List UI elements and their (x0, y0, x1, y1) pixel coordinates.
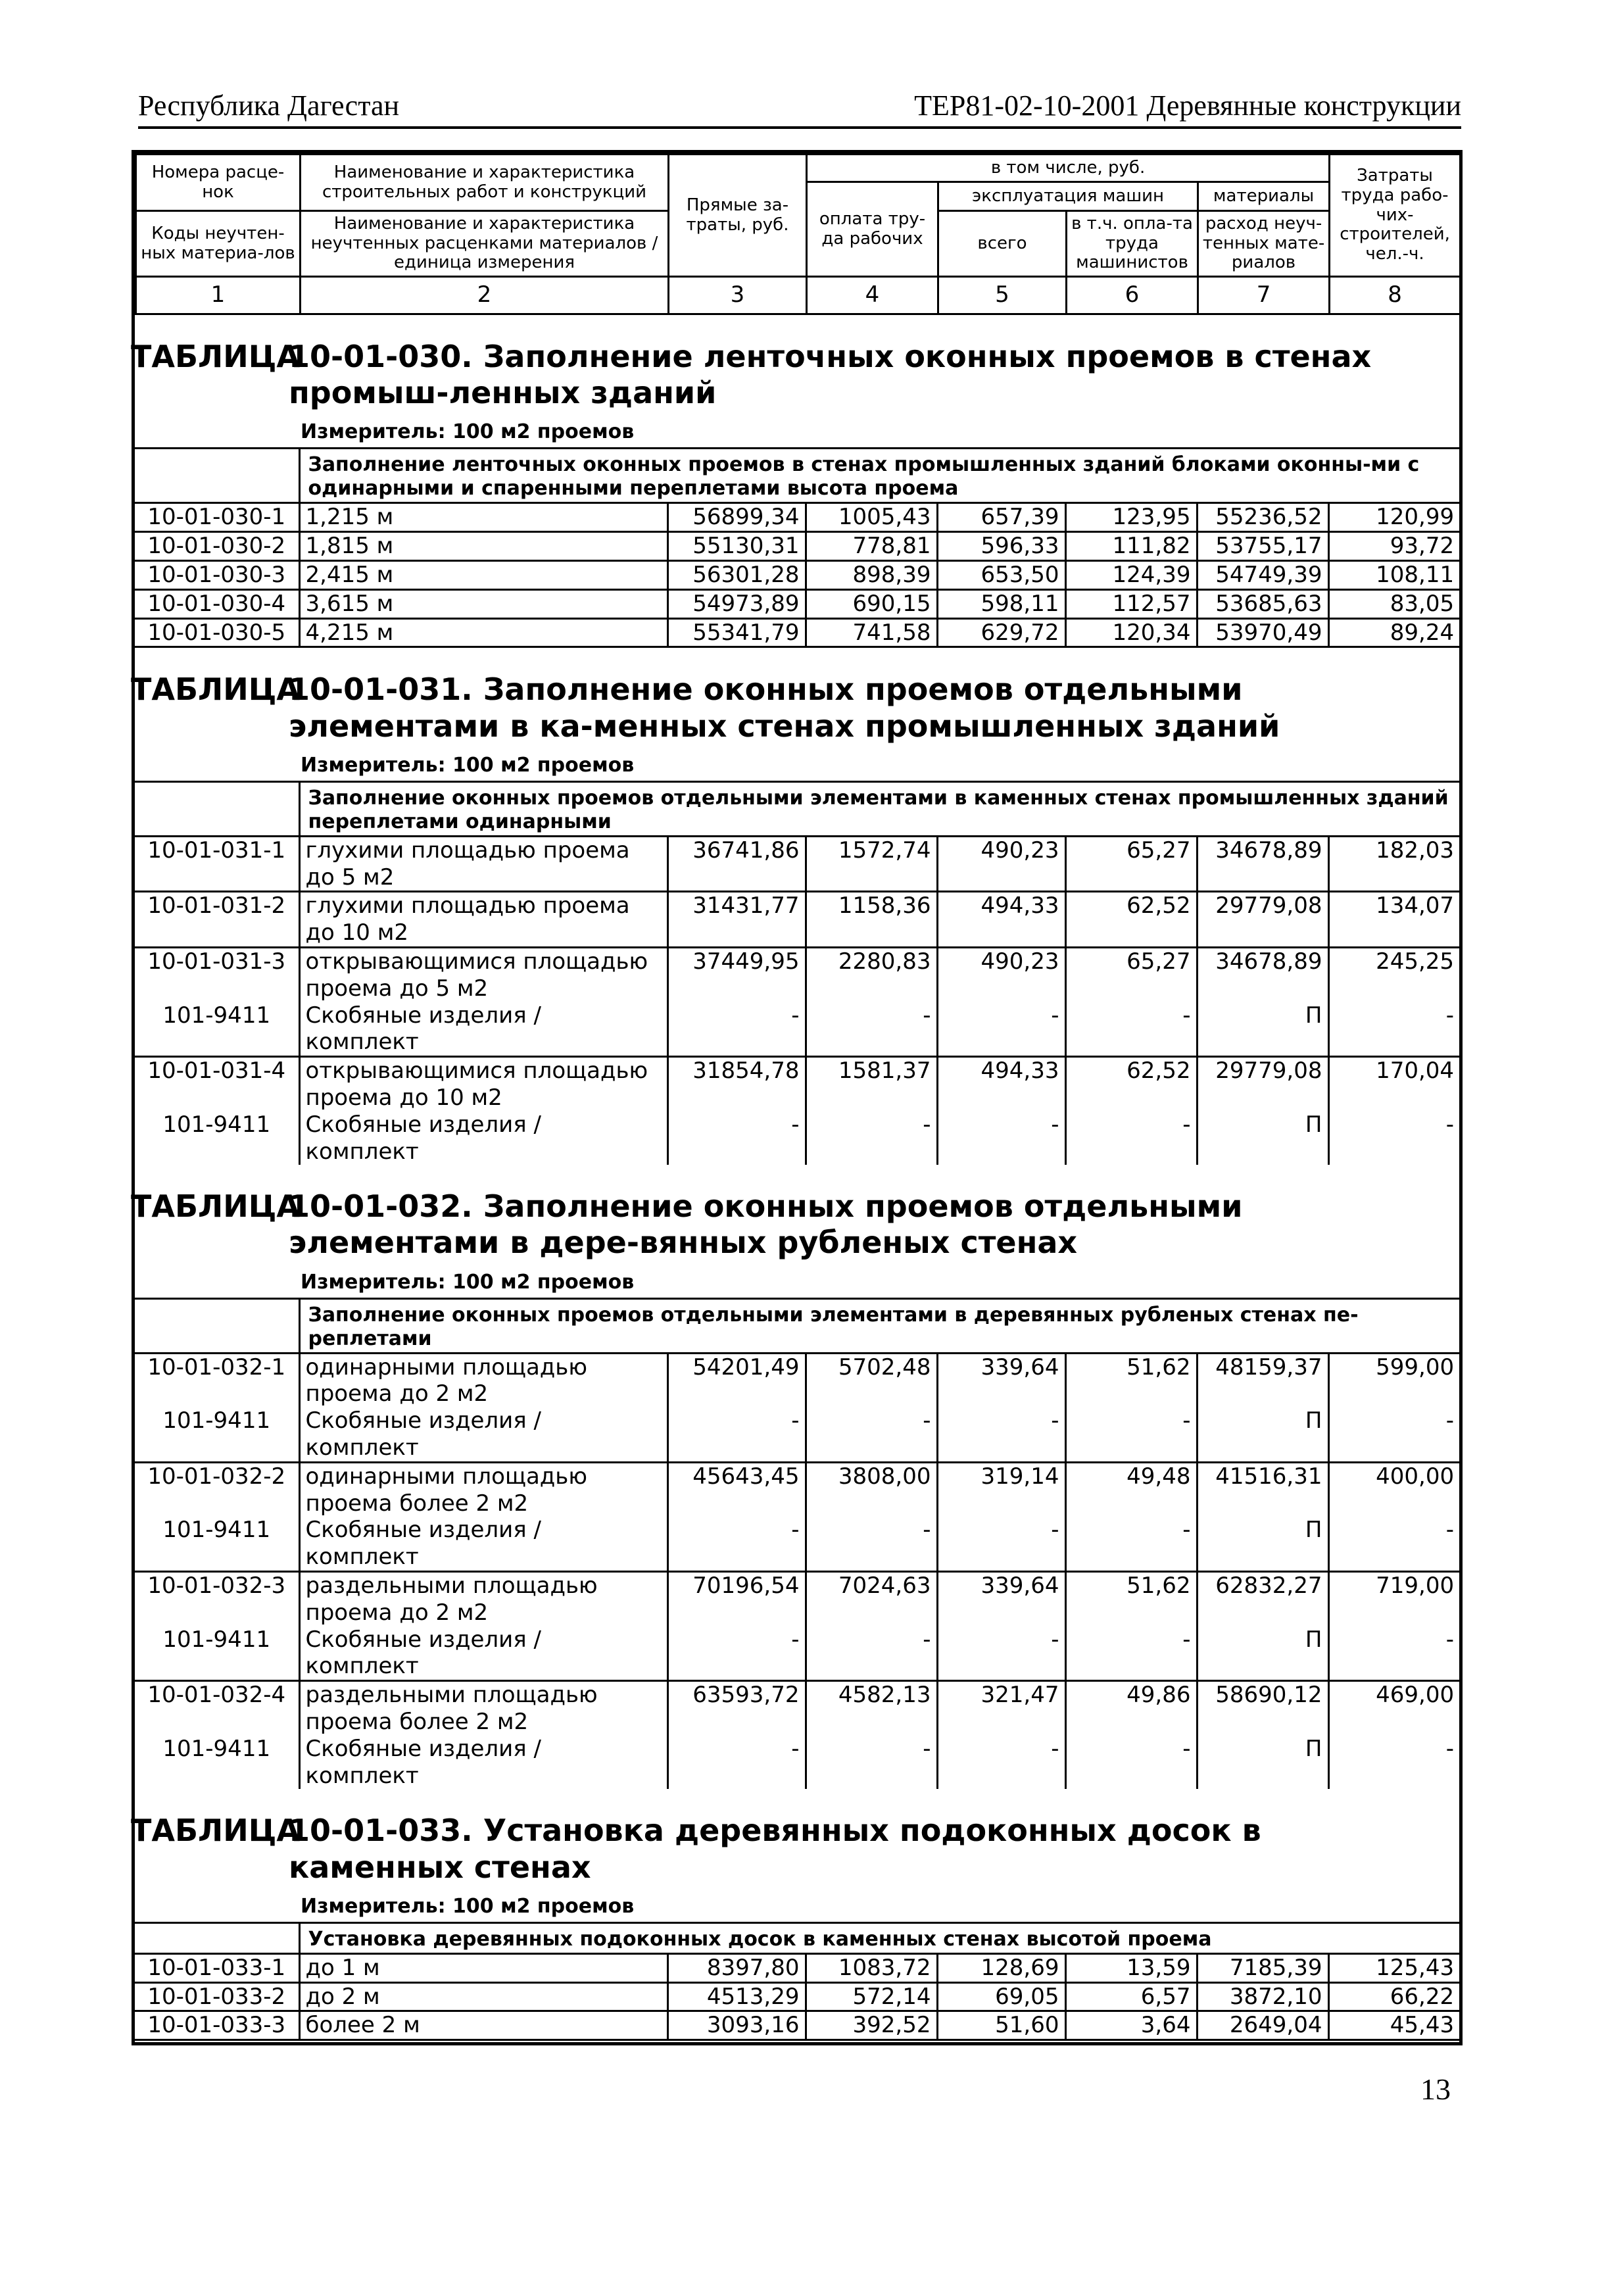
rate-code: 10-01-032-2 (135, 1462, 299, 1517)
value-cell: 65,27 (1065, 836, 1197, 892)
group-spacer (135, 1300, 299, 1354)
col2-bottom-header: Наименование и характеристика неучтенных расценками материалов / единица измерения (301, 211, 669, 277)
value-cell: П (1197, 1736, 1328, 1790)
rate-description: Скобяные изделия / комплект (299, 1517, 667, 1571)
rate-code: 10-01-033-2 (135, 1982, 299, 2011)
value-cell: 123,95 (1065, 503, 1197, 532)
table-title (131, 648, 1459, 750)
col4-header: оплата тру-да рабочих (807, 182, 938, 277)
value-cell: 55341,79 (667, 618, 806, 647)
rate-description: Скобяные изделия / комплект (299, 1736, 667, 1790)
value-cell: - (937, 1111, 1065, 1165)
col6-header: в т.ч. опла-та труда машинистов (1067, 211, 1198, 277)
rate-code: 101-9411 (162, 1002, 271, 1029)
rate-code: 10-01-033-1 (135, 1953, 299, 1982)
table-name: Заполнение ленточных оконных проемов в стенах промыш-ленных зданий (289, 339, 1372, 411)
value-cell: 4513,29 (667, 1982, 806, 2011)
table-title (131, 1789, 1459, 1892)
table-number: 10-01-033. (289, 1813, 473, 1849)
value-cell: 62,52 (1065, 892, 1197, 948)
rate-description: раздельными площадью проема до 2 м2 (299, 1572, 667, 1626)
value-cell: 1158,36 (806, 892, 937, 948)
value-cell: 3872,10 (1197, 1982, 1328, 2011)
value-cell: 8397,80 (667, 1953, 806, 1982)
column-index: 3 (669, 277, 807, 314)
value-cell: 490,23 (937, 836, 1065, 892)
rate-code: 10-01-031-2 (135, 892, 299, 948)
value-cell: 1083,72 (806, 1953, 937, 1982)
value-cell: - (1328, 1407, 1459, 1462)
value-cell: 69,05 (937, 1982, 1065, 2011)
value-cell: 89,24 (1328, 618, 1459, 647)
value-cell: 36741,86 (667, 836, 806, 892)
value-cell: 53685,63 (1197, 589, 1328, 618)
value-cell: 319,14 (937, 1462, 1065, 1517)
value-cell: - (1065, 1626, 1197, 1681)
table-name: Заполнение оконных проемов отдельными элементами в дере-вянных рубленых стенах (289, 1188, 1243, 1261)
table-label (131, 672, 301, 744)
column-index: 1 (136, 277, 301, 314)
table-row (135, 947, 1459, 1002)
value-cell: 45,43 (1328, 2011, 1459, 2040)
table-row (135, 532, 1459, 561)
col7-header: расход неуч-тенных мате-риалов (1198, 211, 1330, 277)
rate-table (135, 783, 1459, 1165)
materials-header: материалы (1198, 182, 1330, 211)
value-cell: 3808,00 (806, 1462, 937, 1517)
rate-table (135, 1300, 1459, 1790)
value-cell: 66,22 (1328, 1982, 1459, 2011)
value-cell: - (937, 1517, 1065, 1571)
rate-code: 10-01-031-3 (135, 947, 299, 1002)
table-unit: Измеритель: 100 м2 проемов (135, 1892, 1459, 1924)
rate-description: Скобяные изделия / комплект (299, 1111, 667, 1165)
table-row (135, 503, 1459, 532)
rate-description: открывающимися площадью проема до 5 м2 (299, 947, 667, 1002)
value-cell: - (937, 1736, 1065, 1790)
group-spacer (135, 783, 299, 837)
table-heading (289, 672, 1459, 744)
table-word: ТАБЛИЦА (131, 1188, 301, 1225)
value-cell: - (1328, 1736, 1459, 1790)
rate-table (135, 1924, 1459, 2041)
col5-header: всего (938, 211, 1067, 277)
value-cell: 599,00 (1328, 1353, 1459, 1407)
column-index: 8 (1330, 277, 1461, 314)
table-name: Установка деревянных подоконных досок в каменных стенах (289, 1813, 1261, 1885)
rate-code: 10-01-032-4 (135, 1681, 299, 1736)
value-cell: 120,34 (1065, 618, 1197, 647)
value-cell: 49,86 (1065, 1681, 1197, 1736)
rate-description: одинарными площадью проема до 2 м2 (299, 1353, 667, 1407)
table-heading (289, 339, 1459, 411)
value-cell: 170,04 (1328, 1057, 1459, 1111)
value-cell: 1572,74 (806, 836, 937, 892)
rate-description: Скобяные изделия / комплект (299, 1626, 667, 1681)
value-cell: - (806, 1407, 937, 1462)
table-unit: Измеритель: 100 м2 проемов (135, 1268, 1459, 1300)
value-cell: 490,23 (937, 947, 1065, 1002)
rate-description: 3,615 м (299, 589, 667, 618)
value-cell: 111,82 (1065, 532, 1197, 561)
value-cell: - (806, 1736, 937, 1790)
value-cell: 37449,95 (667, 947, 806, 1002)
rate-code: 10-01-032-1 (135, 1353, 299, 1407)
column-index: 2 (301, 277, 669, 314)
value-cell: П (1197, 1111, 1328, 1165)
rate-description: 1,815 м (299, 532, 667, 561)
value-cell: - (937, 1002, 1065, 1057)
column-index: 4 (807, 277, 938, 314)
value-cell: - (1065, 1517, 1197, 1571)
value-cell: 93,72 (1328, 532, 1459, 561)
table-number: 10-01-031. (289, 672, 473, 708)
table-title (131, 1165, 1459, 1267)
value-cell: 339,64 (937, 1353, 1065, 1407)
table-row (135, 1572, 1459, 1626)
rate-description: раздельными площадью проема более 2 м2 (299, 1681, 667, 1736)
value-cell: 596,33 (937, 532, 1065, 561)
table-row (135, 1953, 1459, 1982)
value-cell: 629,72 (937, 618, 1065, 647)
group-row (135, 449, 1459, 503)
value-cell: 83,05 (1328, 589, 1459, 618)
value-cell: 29779,08 (1197, 1057, 1328, 1111)
rate-description: 4,215 м (299, 618, 667, 647)
value-cell: - (806, 1111, 937, 1165)
value-cell: 653,50 (937, 560, 1065, 589)
value-cell: - (1065, 1111, 1197, 1165)
rate-code: 101-9411 (162, 1407, 271, 1434)
table-word: ТАБЛИЦА (131, 672, 301, 708)
value-cell: 56301,28 (667, 560, 806, 589)
value-cell: 55236,52 (1197, 503, 1328, 532)
table-row (135, 560, 1459, 589)
table-number: 10-01-032. (289, 1188, 473, 1225)
value-cell: 1581,37 (806, 1057, 937, 1111)
value-cell: - (806, 1517, 937, 1571)
value-cell: 62,52 (1065, 1057, 1197, 1111)
rate-table-section (131, 1165, 1459, 1789)
rate-code: 10-01-032-3 (135, 1572, 299, 1626)
value-cell: - (667, 1626, 806, 1681)
rate-code: 10-01-033-3 (135, 2011, 299, 2040)
value-cell: 898,39 (806, 560, 937, 589)
value-cell: 3093,16 (667, 2011, 806, 2040)
value-cell: 54749,39 (1197, 560, 1328, 589)
group-heading: Заполнение оконных проемов отдельными элементами в каменных стенах промышленных зданий переплетами одинарными (299, 783, 1459, 837)
header-document-code: ТЕР81-02-10-2001 Деревянные конструкции (914, 89, 1461, 122)
value-cell: - (667, 1517, 806, 1571)
table-heading (289, 1188, 1459, 1261)
value-cell: 31854,78 (667, 1057, 806, 1111)
rate-code: 101-9411 (162, 1626, 271, 1653)
table-word: ТАБЛИЦА (131, 339, 301, 374)
rate-description: глухими площадью проема до 10 м2 (299, 892, 667, 948)
rate-description: более 2 м (299, 2011, 667, 2040)
value-cell: 53970,49 (1197, 618, 1328, 647)
value-cell: П (1197, 1626, 1328, 1681)
rate-description: до 2 м (299, 1982, 667, 2011)
rate-table (135, 449, 1459, 648)
value-cell: - (667, 1407, 806, 1462)
table-number: 10-01-030. (289, 339, 473, 374)
value-cell: 494,33 (937, 1057, 1065, 1111)
value-cell: 690,15 (806, 589, 937, 618)
value-cell: 51,62 (1065, 1572, 1197, 1626)
value-cell: 494,33 (937, 892, 1065, 948)
table-unit: Измеритель: 100 м2 проемов (135, 418, 1459, 449)
value-cell: П (1197, 1002, 1328, 1057)
value-cell: 53755,17 (1197, 532, 1328, 561)
value-cell: 778,81 (806, 532, 937, 561)
value-cell: 1005,43 (806, 503, 937, 532)
column-header-table (135, 153, 1461, 315)
rate-description: глухими площадью проема до 5 м2 (299, 836, 667, 892)
value-cell: 2649,04 (1197, 2011, 1328, 2040)
value-cell: - (1328, 1626, 1459, 1681)
value-cell: - (806, 1626, 937, 1681)
rate-description: до 1 м (299, 1953, 667, 1982)
group-spacer (135, 1924, 299, 1954)
value-cell: 120,99 (1328, 503, 1459, 532)
group-heading: Заполнение ленточных оконных проемов в стенах промышленных зданий блоками оконны-ми с одинарными и спаренными переплетами высота проема (299, 449, 1459, 503)
value-cell: 31431,77 (667, 892, 806, 948)
value-cell: 124,39 (1065, 560, 1197, 589)
table-label (131, 1188, 301, 1261)
rate-table-section (131, 648, 1459, 1165)
value-cell: 469,00 (1328, 1681, 1459, 1736)
column-index: 6 (1067, 277, 1198, 314)
rate-description: Скобяные изделия / комплект (299, 1407, 667, 1462)
rate-code: 10-01-030-1 (135, 503, 299, 532)
value-cell: П (1197, 1407, 1328, 1462)
value-cell: 65,27 (1065, 947, 1197, 1002)
value-cell: 41516,31 (1197, 1462, 1328, 1517)
header-region: Республика Дагестан (138, 89, 400, 122)
material-row (135, 1517, 1459, 1571)
value-cell: - (667, 1002, 806, 1057)
machines-header: эксплуатация машин (938, 182, 1198, 211)
including-header: в том числе, руб. (807, 155, 1330, 182)
value-cell: - (667, 1111, 806, 1165)
value-cell: 3,64 (1065, 2011, 1197, 2040)
value-cell: 400,00 (1328, 1462, 1459, 1517)
value-cell: 7024,63 (806, 1572, 937, 1626)
value-cell: 741,58 (806, 618, 937, 647)
material-row (135, 1736, 1459, 1790)
table-row (135, 892, 1459, 948)
value-cell: 62832,27 (1197, 1572, 1328, 1626)
material-row (135, 1111, 1459, 1165)
rate-code: 10-01-031-1 (135, 836, 299, 892)
value-cell: 48159,37 (1197, 1353, 1328, 1407)
value-cell: 56899,34 (667, 503, 806, 532)
rate-description: 1,215 м (299, 503, 667, 532)
value-cell: 719,00 (1328, 1572, 1459, 1626)
col1-top-header: Номера расце-нок (136, 155, 301, 211)
value-cell: - (1065, 1736, 1197, 1790)
value-cell: 51,62 (1065, 1353, 1197, 1407)
value-cell: 34678,89 (1197, 947, 1328, 1002)
rate-description: 2,415 м (299, 560, 667, 589)
value-cell: 13,59 (1065, 1953, 1197, 1982)
rate-description: Скобяные изделия / комплект (299, 1002, 667, 1057)
col8-header: Затраты труда рабо-чих-строителей, чел.-ч. (1330, 155, 1461, 277)
value-cell: 112,57 (1065, 589, 1197, 618)
table-row (135, 1982, 1459, 2011)
value-cell: 6,57 (1065, 1982, 1197, 2011)
value-cell: - (1328, 1517, 1459, 1571)
table-row (135, 2011, 1459, 2040)
col3-header: Прямые за-траты, руб. (669, 155, 807, 277)
table-row (135, 618, 1459, 647)
table-row (135, 589, 1459, 618)
value-cell: 134,07 (1328, 892, 1459, 948)
group-row (135, 1924, 1459, 1954)
value-cell: 4582,13 (806, 1681, 937, 1736)
column-index: 7 (1198, 277, 1330, 314)
table-label (131, 339, 301, 411)
value-cell: 657,39 (937, 503, 1065, 532)
value-cell: 128,69 (937, 1953, 1065, 1982)
value-cell: 54973,89 (667, 589, 806, 618)
col2-top-header: Наименование и характеристика строительных работ и конструкций (301, 155, 669, 211)
rate-code: 10-01-030-5 (135, 618, 299, 647)
table-row (135, 1353, 1459, 1407)
material-row (135, 1407, 1459, 1462)
value-cell: 55130,31 (667, 532, 806, 561)
rate-description: открывающимися площадью проема до 10 м2 (299, 1057, 667, 1111)
value-cell: 125,43 (1328, 1953, 1459, 1982)
rate-code: 101-9411 (162, 1735, 271, 1762)
value-cell: 321,47 (937, 1681, 1065, 1736)
value-cell: П (1197, 1517, 1328, 1571)
value-cell: 34678,89 (1197, 836, 1328, 892)
value-cell: 2280,83 (806, 947, 937, 1002)
value-cell: 49,48 (1065, 1462, 1197, 1517)
table-row (135, 1681, 1459, 1736)
table-label (131, 1813, 301, 1885)
material-row (135, 1002, 1459, 1057)
value-cell: - (806, 1002, 937, 1057)
group-heading: Установка деревянных подоконных досок в каменных стенах высотой проема (299, 1924, 1459, 1954)
table-heading (289, 1813, 1459, 1885)
table-row (135, 836, 1459, 892)
value-cell: 108,11 (1328, 560, 1459, 589)
value-cell: 245,25 (1328, 947, 1459, 1002)
value-cell: 58690,12 (1197, 1681, 1328, 1736)
value-cell: - (667, 1736, 806, 1790)
value-cell: 70196,54 (667, 1572, 806, 1626)
value-cell: 29779,08 (1197, 892, 1328, 948)
rate-description: одинарными площадью проема более 2 м2 (299, 1462, 667, 1517)
rate-table-section (131, 315, 1459, 648)
value-cell: 54201,49 (667, 1353, 806, 1407)
value-cell: - (1065, 1407, 1197, 1462)
rate-code: 10-01-030-4 (135, 589, 299, 618)
col1-bottom-header: Коды неучтен-ных материа-лов (136, 211, 301, 277)
value-cell: - (937, 1626, 1065, 1681)
material-row (135, 1626, 1459, 1681)
value-cell: 182,03 (1328, 836, 1459, 892)
value-cell: 339,64 (937, 1572, 1065, 1626)
table-unit: Измеритель: 100 м2 проемов (135, 751, 1459, 783)
value-cell: 598,11 (937, 589, 1065, 618)
rate-code: 10-01-030-2 (135, 532, 299, 561)
table-name: Заполнение оконных проемов отдельными элементами в ка-менных стенах промышленных зданий (289, 672, 1280, 744)
table-title (131, 315, 1459, 418)
value-cell: - (937, 1407, 1065, 1462)
document-frame (132, 150, 1463, 2045)
value-cell: 51,60 (937, 2011, 1065, 2040)
value-cell: 7185,39 (1197, 1953, 1328, 1982)
value-cell: 5702,48 (806, 1353, 937, 1407)
group-row (135, 783, 1459, 837)
value-cell: - (1065, 1002, 1197, 1057)
group-heading: Заполнение оконных проемов отдельными элементами в деревянных рубленых стенах пе-реплетами (299, 1300, 1459, 1354)
group-spacer (135, 449, 299, 503)
value-cell: 572,14 (806, 1982, 937, 2011)
rate-code: 10-01-030-3 (135, 560, 299, 589)
value-cell: - (1328, 1002, 1459, 1057)
column-index: 5 (938, 277, 1067, 314)
group-row (135, 1300, 1459, 1354)
value-cell: - (1328, 1111, 1459, 1165)
rate-table-section (131, 1789, 1459, 2041)
page-header (138, 80, 1461, 129)
table-word: ТАБЛИЦА (131, 1813, 301, 1849)
value-cell: 45643,45 (667, 1462, 806, 1517)
rate-tables (131, 315, 1459, 2041)
rate-code: 101-9411 (162, 1517, 271, 1544)
value-cell: 392,52 (806, 2011, 937, 2040)
rate-code: 101-9411 (162, 1111, 271, 1138)
table-row (135, 1057, 1459, 1111)
table-row (135, 1462, 1459, 1517)
value-cell: 63593,72 (667, 1681, 806, 1736)
rate-code: 10-01-031-4 (135, 1057, 299, 1111)
page-number: 13 (1420, 2072, 1451, 2106)
